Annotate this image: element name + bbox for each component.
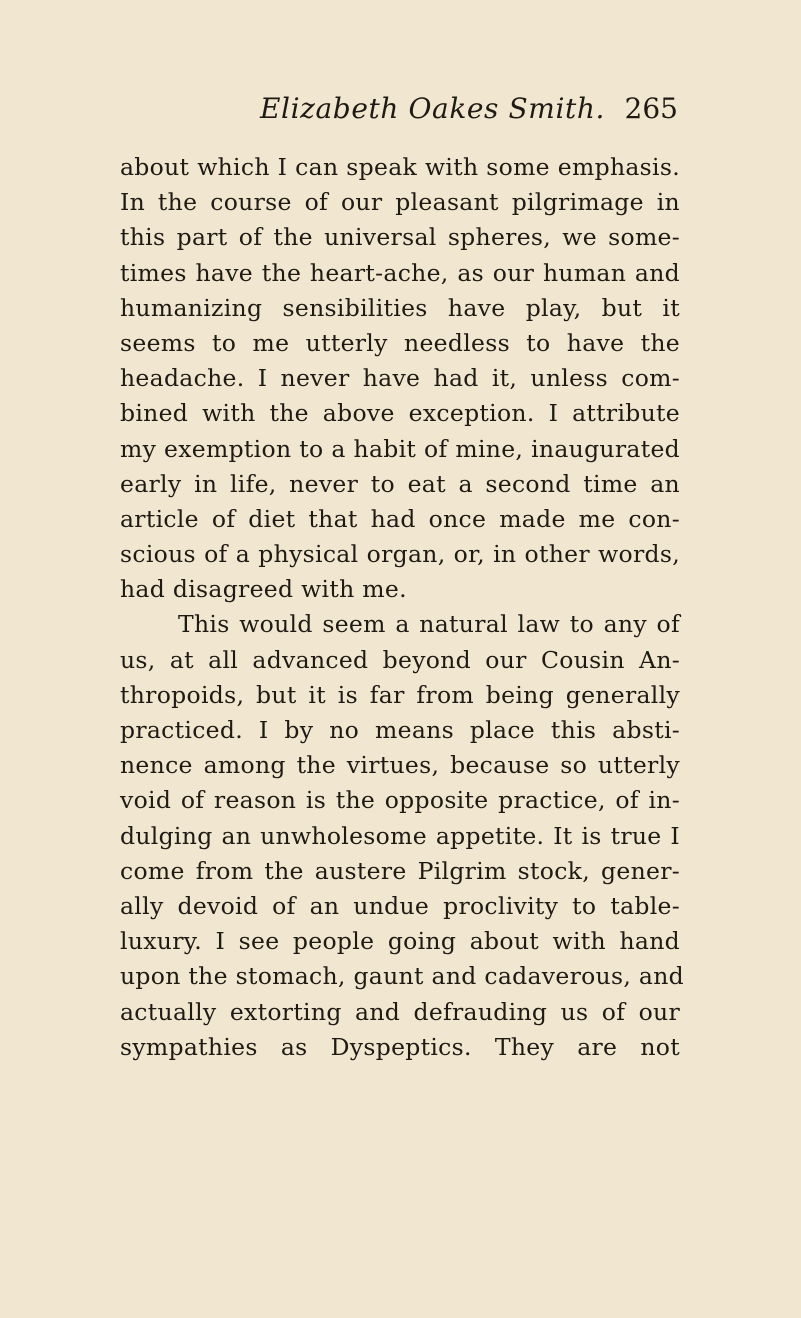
text-line: article of diet that had once made me con- [120,504,680,533]
text-line: seems to me utterly needless to have the [120,328,680,357]
page-number: 265 [624,92,678,125]
text-line: us, at all advanced beyond our Cousin An- [120,645,680,674]
text-line: practiced. I by no means place this absti- [120,716,680,744]
running-head-title: Elizabeth Oakes Smith. [260,92,606,125]
text-line: void of reason is the opposite practice, of in- [120,786,680,815]
text-line: ally devoid of an undue proclivity to table- [120,891,680,920]
text-line: upon the stomach, gaunt and cadaverous, and [120,962,684,991]
text-line: my exemption to a habit of mine, inaugurated [120,434,680,463]
text-line: luxury. I see people going about with hand [120,927,680,956]
text-line: scious of a physical organ, or, in other words, [120,540,680,569]
text-line: In the course of our pleasant pilgrimage in [120,188,680,217]
body-text [120,150,684,1065]
text-line: humanizing sensibilities have play, but it [120,293,680,322]
text-line: had disagreed with me. [120,575,407,604]
text-line: dulging an unwholesome appetite. It is true I [120,821,680,850]
text-line: thropoids, but it is far from being generally [120,680,680,709]
running-head [120,92,680,132]
text-line: This would seem a natural law to any of [178,610,680,639]
text-line: sympathies as Dyspeptics. They are not [120,1032,680,1061]
text-line: bined with the above exception. I attribute [120,399,680,428]
text-line: times have the heart-ache, as our human and [120,258,680,287]
text-line: headache. I never have had it, unless com- [120,364,680,393]
text-line: about which I can speak with some emphasis. [120,153,680,181]
text-line: come from the austere Pilgrim stock, gener- [120,856,680,885]
text-line: nence among the virtues, because so utterly [120,751,680,780]
text-line: actually extorting and defrauding us of our [120,997,680,1026]
text-line: this part of the universal spheres, we some- [120,223,680,252]
text-line: early in life, never to eat a second time an [120,469,680,498]
